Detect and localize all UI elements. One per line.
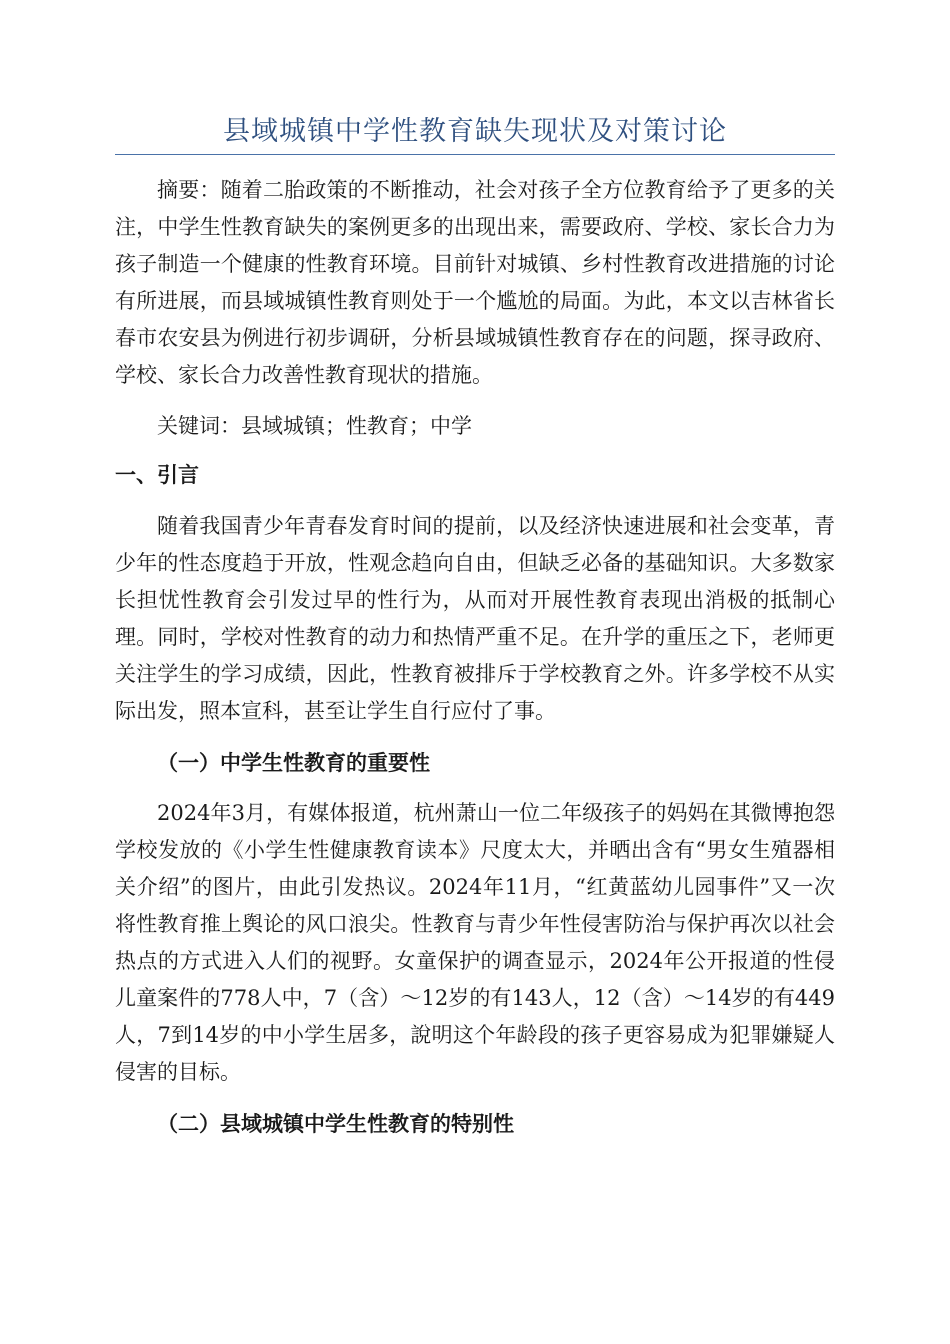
importance-paragraph: 2024年3月，有媒体报道，杭州萧山一位二年级孩子的妈妈在其微博抱怨学校发放的《小学生性健康教育读本》尺度太大，并晒出含有“男女生殖器相关介绍”的图片，由此引发热议。2024年11月，“红黄蓝幼儿园事件”又一次将性教育推上舆论的风口浪尖。性教育与青少年性侵害防治与保护再次以社会热点的方式进入人们的视野。女童保护的调查显示，2024年公开报道的性侵儿童案件的778人中，7（含）～12岁的有143人，12（含）～14岁的有449人，7到14岁的中小学生居多，說明这个年龄段的孩子更容易成为犯罪嫌疑人侵害的目标。 <box>115 801 835 1084</box>
document-body <box>115 172 835 1156</box>
section-heading-introduction: 一、引言 <box>115 463 199 487</box>
abstract-paragraph: 摘要：随着二胎政策的不断推动，社会对孩子全方位教育给予了更多的关注，中学生性教育缺失的案例更多的出现出来，需要政府、学校、家长合力为孩子制造一个健康的性教育环境。目前针对城镇、乡村性教育改进措施的讨论有所进展，而县域城镇性教育则处于一个尴尬的局面。为此，本文以吉林省长春市农安县为例进行初步调研，分析县域城镇性教育存在的问题，探寻政府、学校、家长合力改善性教育现状的措施。 <box>115 178 835 387</box>
keywords-line: 关键词：县域城镇；性教育；中学 <box>157 414 472 438</box>
title-underline <box>115 154 835 155</box>
document-title: 县域城镇中学性教育缺失现状及对策讨论 <box>223 116 727 147</box>
subsection-heading-particularity: （二）县域城镇中学生性教育的特别性 <box>157 1111 514 1136</box>
introduction-paragraph: 随着我国青少年青春发育时间的提前，以及经济快速进展和社会变革，青少年的性态度趋于开放，性观念趋向自由，但缺乏必备的基础知识。大多数家长担忧性教育会引发过早的性行为，从而对开展性教育表现出消极的抵制心理。同时，学校对性教育的动力和热情严重不足。在升学的重压之下，老师更关注学生的学习成绩，因此，性教育被排斥于学校教育之外。许多学校不从实际出发，照本宣科，甚至让学生自行应付了事。 <box>115 514 835 723</box>
subsection-heading-importance: （一）中学生性教育的重要性 <box>157 750 430 775</box>
